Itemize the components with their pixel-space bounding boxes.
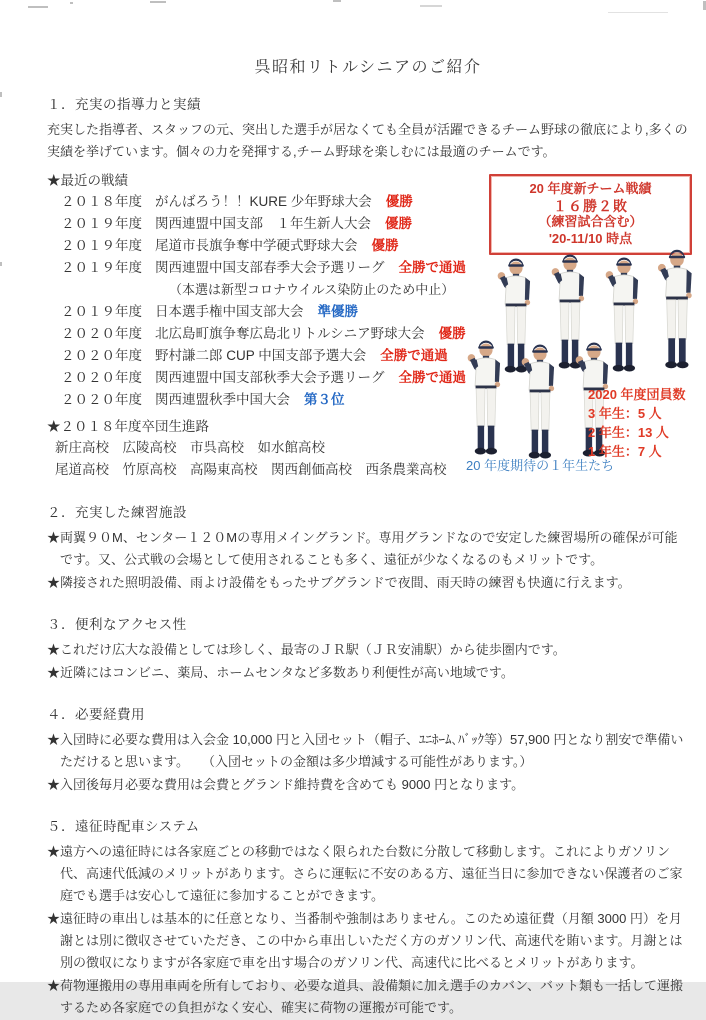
- player-figure: [498, 258, 531, 372]
- result-year: ２０１８年度: [61, 194, 142, 209]
- player-figure: [658, 250, 692, 369]
- player-figure: [606, 257, 639, 371]
- record-line: 20 年度新チーム戦績: [529, 181, 652, 196]
- result-outcome: 全勝で通過: [380, 348, 448, 363]
- result-event: 関西連盟中国支部 １年生新人大会: [155, 216, 371, 231]
- section-5-bullet: ★遠征時の車出しは基本的に任意となり、当番制や強制はありません。このため遠征費（月額 3000 円）を月謝とは別に徴収させていただき、この中から車出しいただく方のガソリン代、高速代を賄います。月謝とは別の徴収になりますが各家庭で車を出す場合のガソリン代、高速代に比べるとメリットがあります。: [47, 911, 683, 970]
- result-outcome: 第３位: [304, 392, 345, 407]
- section-5-bullet: ★荷物運搬用の専用車両を所有しており、必要な道具、設備類に加え選手のカバン、バット類も一括して運搬するため各家庭での負担がなく安心、確実に荷物の運搬が可能です。: [47, 978, 683, 1015]
- result-event: 北広島町旗争奪広島北リトルシニア野球大会: [155, 326, 425, 341]
- result-year: ２０１９年度: [61, 304, 142, 319]
- graduates-line: 新庄高校 広陵高校 市呉高校 如水館高校: [55, 440, 325, 455]
- result-year: ２０１９年度: [61, 260, 142, 275]
- result-year: ２０１９年度: [61, 238, 142, 253]
- section-2-heading: ２．充実した練習施設: [47, 505, 187, 520]
- scan-artifact: [420, 5, 442, 7]
- scan-artifact: [0, 92, 2, 97]
- player-figure: [468, 340, 501, 454]
- result-event: がんばろう！！KURE 少年野球大会: [155, 194, 372, 209]
- result-outcome: 優勝: [385, 194, 413, 209]
- result-outcome: 優勝: [371, 238, 399, 253]
- result-event: 関西連盟中国支部秋季大会予選リーグ: [155, 370, 385, 385]
- section-1-heading: １．充実の指導力と実績: [47, 97, 201, 112]
- scan-artifact: [0, 262, 2, 266]
- graduates-line: 尾道高校 竹原高校 高陽東高校 関西創価高校 西条農業高校: [55, 462, 447, 477]
- section-5-heading: ５．遠征時配車システム: [47, 819, 200, 834]
- page-title: 呉昭和リトルシニアのご紹介: [254, 59, 482, 76]
- result-outcome: 優勝: [385, 216, 412, 231]
- result-year: ２０１９年度: [61, 216, 142, 231]
- recent-results-label: ★最近の戦績: [47, 173, 128, 188]
- result-event: 野村謙二郎 CUP 中国支部予選大会: [155, 348, 367, 363]
- record-line: １６勝２敗: [553, 197, 628, 214]
- result-outcome: 全勝で通過: [398, 260, 466, 275]
- team-record-box: [489, 174, 692, 255]
- result-year: ２０２０年度: [61, 392, 142, 407]
- result-outcome: 優勝: [438, 326, 466, 341]
- roster-grade1: 1 年生：7 人: [588, 444, 662, 459]
- section-5-bullet: ★遠方への遠征時には各家庭ごとの移動ではなく限られた台数に分散して移動します。これによりガソリン代、高速代低減のメリットがあります。さらに運転に不安のある方、遠征当日に参加できない保護者のご家庭でも選手は安心して遠征に参加することができます。: [47, 844, 683, 903]
- result-event: 尾道市長旗争奪中学硬式野球大会: [155, 238, 358, 253]
- result-year: ２０２０年度: [61, 348, 142, 363]
- roster-counts: [588, 385, 686, 461]
- section-3-bullet: ★これだけ広大な設備としては珍しく、最寄のＪＲ駅（ＪＲ安浦駅）から徒歩圏内です。: [47, 642, 566, 657]
- record-line: '20-11/10 時点: [548, 230, 633, 246]
- photo-caption: 20 年度期待の１年生たち: [466, 458, 615, 473]
- result-event: 日本選手権中国支部大会: [155, 304, 304, 319]
- result-event: 関西連盟中国支部春季大会予選リーグ: [155, 260, 385, 275]
- section-4-heading: ４．必要経費用: [47, 707, 145, 722]
- scan-artifact: [150, 1, 166, 3]
- graduates-label: ★２０１８年度卒団生進路: [47, 419, 209, 434]
- section-2-bullet: ★隣接された照明設備、雨よけ設備をもったサブグランドで夜間、雨天時の練習も快適に行えます。: [47, 575, 631, 590]
- result-outcome: 準優勝: [317, 304, 358, 319]
- scan-artifact: [333, 0, 341, 2]
- record-line: （練習試合含む）: [538, 214, 643, 229]
- result-outcome: 全勝で通過: [398, 370, 466, 385]
- scan-artifact: [608, 12, 668, 13]
- scan-artifact: [28, 6, 48, 8]
- result-year: ２０２０年度: [61, 326, 142, 341]
- roster-title: 2020 年度団員数: [588, 387, 686, 402]
- result-year: ２０２０年度: [61, 370, 142, 385]
- section-4-bullet: ★入団時に必要な費用は入会金 10,000 円と入団セット（帽子、ﾕﾆﾎｰﾑ､ﾊﾞｯｸ等）57,900 円となり割安で準備いただけると思います。 （入団セットの金額は多少増減する可能性があります。）: [47, 732, 684, 769]
- section-4-bullet: ★入団後毎月必要な費用は会費とグランド維持費を含めても 9000 円となります。: [47, 777, 525, 792]
- section-3-heading: ３．便利なアクセス性: [47, 617, 187, 632]
- cancellation-note: （本選は新型コロナウイルス染防止のため中止）: [169, 282, 455, 297]
- player-figure: [522, 344, 555, 458]
- result-event: 関西連盟秋季中国大会: [155, 392, 290, 407]
- section-2-bullet: ★両翼９０M、センター１２０Mの専用メイングランド。専用グランドなので安定した練習場所の確保が可能です。又、公式戦の会場として使用されることも多く、遠征が少なくなるのもメリットです。: [47, 530, 678, 567]
- scan-artifact: [70, 2, 73, 4]
- roster-grade3: 3 年生：5 人: [588, 406, 662, 421]
- player-figure: [552, 254, 585, 368]
- roster-grade2: 2 年生：13 人: [588, 425, 669, 440]
- section-1-intro: 充実した指導者、スタッフの元、突出した選手が居なくても全員が活躍できるチーム野球の徹底により,多くの実績を挙げています。個々の力を発揮する,チーム野球を楽しむには最適のチームです。: [47, 122, 688, 159]
- section-3-bullet: ★近隣にはコンビニ、薬局、ホームセンタなど多数あり利便性が高い地域です。: [47, 665, 514, 680]
